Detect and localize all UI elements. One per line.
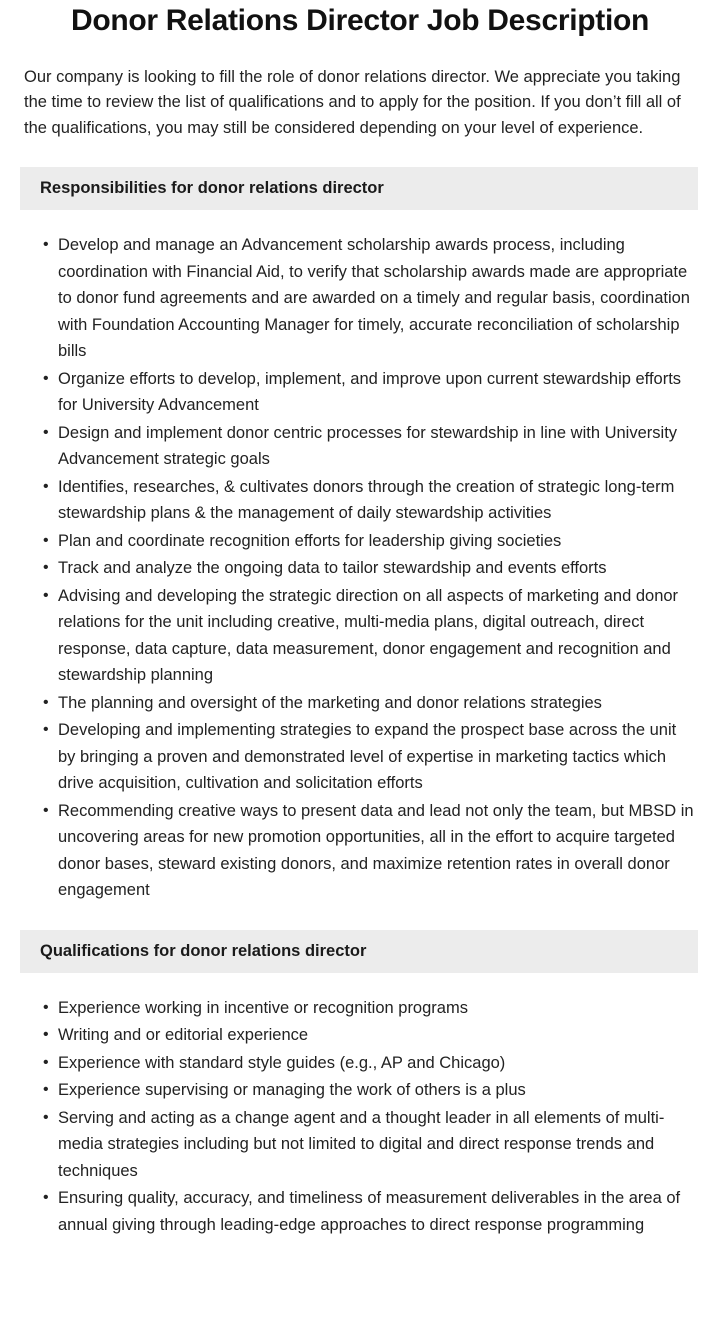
- bullet-list: [0, 210, 720, 904]
- list-item-text: Writing and or editorial experience: [58, 1026, 309, 1045]
- list-item: [24, 420, 695, 473]
- page-title: Donor Relations Director Job Description: [70, 4, 650, 37]
- bullet-point-icon: •: [43, 369, 49, 387]
- bullet-point-icon: •: [43, 1053, 49, 1071]
- section-header-band: [20, 167, 698, 210]
- list-item: [24, 717, 695, 797]
- bullet-point-icon: •: [43, 559, 49, 577]
- bullet-point-icon: •: [43, 1081, 49, 1099]
- bullet-point-icon: •: [43, 477, 49, 495]
- bullet-point-icon: •: [43, 1108, 49, 1126]
- list-item: [24, 798, 695, 904]
- bullet-point-icon: •: [43, 1026, 49, 1044]
- section-block: [0, 930, 720, 1280]
- list-item: [24, 232, 695, 365]
- section-block: [0, 167, 720, 904]
- list-item-text: Serving and acting as a change agent and a thought leader in all elements of multi-media strategies including but not limited to digital and direct response trends and techniques: [58, 1108, 665, 1180]
- list-item-text: Develop and manage an Advancement scholarship awards process, including coordination with Financial Aid, to verify that scholarship awards made are appropriate to donor fund agreements and are awarded on a timely and regular basis, coordination with Foundation Accounting Manager for timely, accurate reconciliation of scholarship bills: [58, 236, 690, 361]
- bullet-point-icon: •: [43, 531, 49, 549]
- list-item-text: Organize efforts to develop, implement, and improve upon current stewardship efforts for University Advancement: [58, 369, 682, 415]
- list-item-text: Identifies, researches, & cultivates donors through the creation of strategic long-term stewardship plans & the management of daily stewardship activities: [58, 477, 675, 523]
- bullet-point-icon: •: [43, 423, 49, 441]
- list-item: [24, 1022, 695, 1049]
- list-item: [24, 583, 695, 689]
- bullet-point-icon: •: [43, 586, 49, 604]
- bullet-list: [0, 973, 720, 1280]
- list-item: [24, 690, 695, 717]
- list-item: [24, 995, 695, 1022]
- list-item: [24, 1105, 695, 1185]
- list-item: [24, 528, 695, 555]
- bullet-point-icon: •: [43, 236, 49, 254]
- list-item-text: Track and analyze the ongoing data to tailor stewardship and events efforts: [58, 559, 607, 578]
- list-item-text: Design and implement donor centric processes for stewardship in line with University Advancement strategic goals: [58, 423, 678, 469]
- bullet-point-icon: •: [43, 721, 49, 739]
- list-item: [24, 1050, 695, 1077]
- list-item-text: Ensuring quality, accuracy, and timeliness of measurement deliverables in the area of annual giving through leading-edge approaches to direct response programming: [58, 1189, 681, 1234]
- list-item-text: Advising and developing the strategic direction on all aspects of marketing and donor relations for the unit including creative, multi-media plans, digital outreach, direct response, data capture, data measurement, donor engagement and recognition and stewardship planning: [58, 586, 679, 685]
- list-item-text: Experience supervising or managing the work of others is a plus: [58, 1081, 526, 1100]
- list-item: [24, 366, 695, 419]
- section-heading: Qualifications for donor relations director: [40, 941, 367, 960]
- list-item: [24, 1077, 695, 1104]
- bullet-point-icon: •: [43, 693, 49, 711]
- bullet-point-icon: •: [43, 801, 49, 819]
- list-item-text: Plan and coordinate recognition efforts for leadership giving societies: [58, 531, 562, 550]
- list-item: [24, 474, 695, 527]
- section-heading: Responsibilities for donor relations director: [40, 179, 384, 198]
- list-item-text: Recommending creative ways to present data and lead not only the team, but MBSD in uncovering areas for new promotion opportunities, all in the effort to acquire targeted donor bases, steward existing donors, and maximize retention rates in overall donor engagement: [58, 801, 694, 900]
- section-header-band: [20, 930, 698, 973]
- sections-container: [0, 167, 720, 1279]
- bullet-point-icon: •: [43, 1189, 49, 1207]
- list-item-text: Experience with standard style guides (e.g., AP and Chicago): [58, 1053, 506, 1072]
- list-item-text: The planning and oversight of the marketing and donor relations strategies: [58, 693, 602, 712]
- list-item: [24, 1185, 695, 1238]
- list-item-text: Developing and implementing strategies to expand the prospect base across the unit by bringing a proven and demonstrated level of expertise in marketing tactics which drive acquisition, cultivation and solicitation efforts: [58, 721, 677, 793]
- list-item-text: Experience working in incentive or recognition programs: [58, 998, 468, 1017]
- intro-paragraph: Our company is looking to fill the role of donor relations director. We appreciate you taking the time to review the list of qualifications and to apply for the position. If you don’t fill all of the qualifications, you may still be considered depending on your level of experience.: [24, 67, 681, 137]
- bullet-point-icon: •: [43, 998, 49, 1016]
- list-item: [24, 555, 695, 582]
